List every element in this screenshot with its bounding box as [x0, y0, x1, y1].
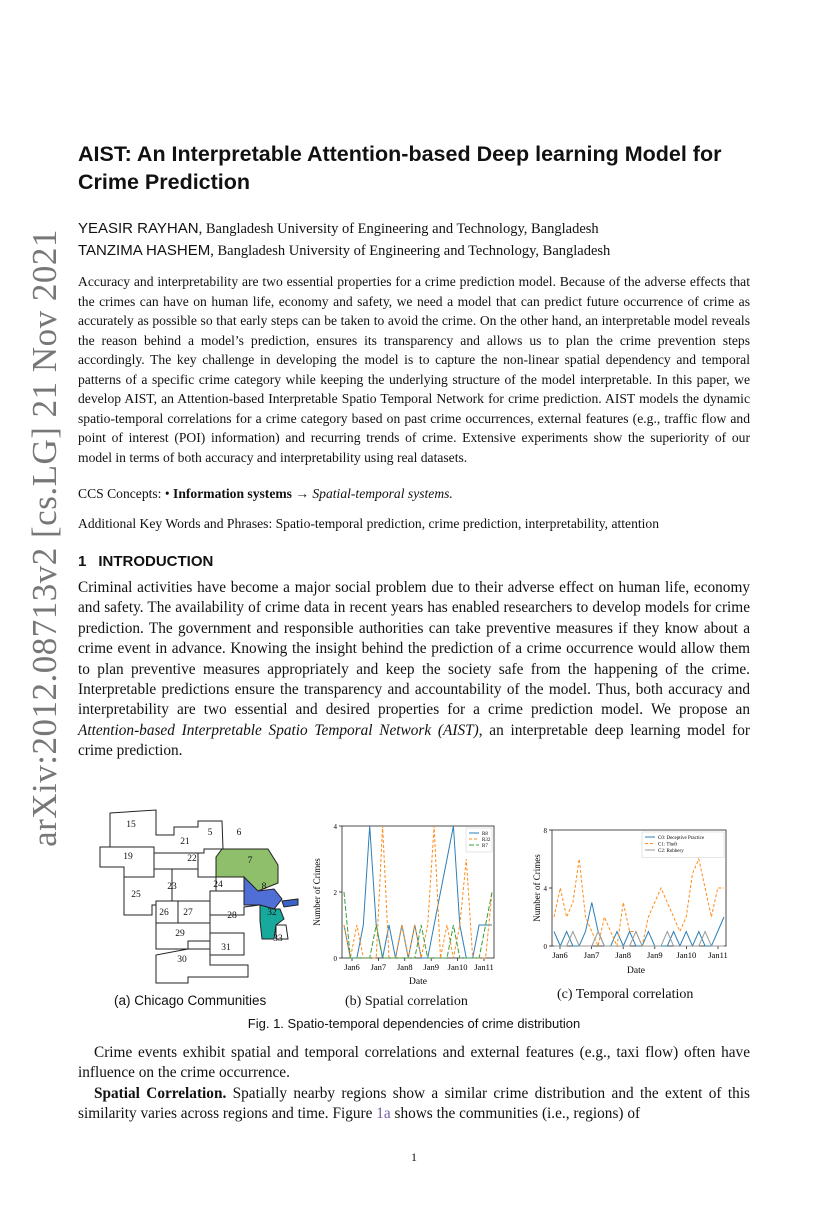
- subcaption-b: (b) Spatial correlation: [345, 994, 468, 1009]
- x-axis-label: Date: [409, 977, 427, 987]
- author-affiliation: , Bangladesh University of Engineering and Technology, Bangladesh: [198, 221, 599, 237]
- x-axis-label: Date: [627, 966, 645, 976]
- map-label: 24: [213, 880, 223, 890]
- y-tick-label: 4: [333, 823, 337, 831]
- x-tick-label: Jan8: [397, 962, 413, 972]
- map-label: 23: [167, 882, 177, 892]
- paper-title: AIST: An Interpretable Attention-based Deep learning Model for Crime Prediction: [78, 142, 722, 194]
- spatial-correlation-chart: [306, 818, 516, 990]
- map-label: 7: [247, 856, 253, 866]
- ccs-bold: Information systems: [173, 486, 292, 501]
- y-tick-label: 0: [333, 955, 337, 963]
- arxiv-id: arXiv:2012.08713v2 [cs.LG] 21 Nov 2021: [25, 229, 64, 847]
- map-label: 26: [159, 908, 169, 918]
- ccs-concepts: [78, 486, 453, 502]
- figure-link[interactable]: 1a: [376, 1105, 391, 1123]
- x-tick-label: Jan11: [474, 962, 494, 972]
- map-label: 28: [227, 911, 237, 921]
- legend-label: C0: Deceptive Practice: [658, 836, 705, 841]
- keywords: Additional Key Words and Phrases: Spatio-temporal prediction, crime prediction, interpretability, attention: [78, 516, 660, 531]
- map-label: 29: [175, 929, 185, 939]
- map-label: 8: [261, 882, 267, 892]
- map-label: 6: [236, 828, 242, 838]
- figure-caption: Fig. 1. Spatio-temporal dependencies of crime distribution: [247, 1016, 581, 1031]
- y-tick-label: 0: [543, 943, 547, 951]
- x-tick-label: Jan10: [447, 962, 468, 972]
- map-label: 30: [177, 955, 187, 965]
- abstract: Accuracy and interpretability are two essential properties for a crime prediction model. Because of the adverse effects that the crimes can have on human life, economy and safety, we need a model that can predict future occurrence of crime as accurately as possible so that early steps can be taken to avoid the crime. On the other hand, an interpretable model reveals the reason behind a model’s prediction, ensures its transparency and allows us to plan the crime prevention steps accordingly. The key challenge in developing the model is to capture the non-linear spatial dependency and temporal patterns of a specific crime category while keeping the underlying structure of the model interpretable. In this paper, we develop AIST, an Attention-based Interpretable Spatio Temporal Network for crime prediction. AIST models the dynamic spatio-temporal correlations for a crime category based on past crime occurrences, external features (e.g., traffic flow and point of interest (POI) information) and recurring trends of crime. Extensive experiments show the superiority of our model in terms of both accuracy and interpretability using real datasets.: [78, 274, 750, 465]
- ccs-label: CCS Concepts: •: [78, 486, 174, 501]
- section-number: 1: [78, 553, 87, 570]
- section-title: INTRODUCTION: [98, 553, 214, 570]
- map-label: 21: [180, 837, 190, 847]
- x-tick-label: Jan6: [552, 950, 568, 960]
- map-label: 33: [273, 934, 283, 944]
- legend-label: C2: Robbery: [658, 849, 684, 854]
- intro-text-end: , an interpretable deep learning model for crime prediction.: [78, 721, 750, 760]
- series-line-2: [554, 932, 724, 947]
- y-axis-label: Number of Crimes: [312, 858, 322, 926]
- intro-paragraph: [78, 578, 750, 762]
- x-tick-label: Jan6: [344, 962, 360, 972]
- x-tick-label: Jan11: [708, 950, 728, 960]
- map-label: 32: [267, 908, 277, 918]
- legend-label: R32: [482, 838, 491, 843]
- paragraph-bold: Spatial Correlation.: [94, 1085, 227, 1102]
- map-label: 5: [207, 828, 213, 838]
- x-tick-label: Jan7: [370, 962, 387, 972]
- temporal-correlation-chart: [530, 822, 740, 982]
- x-tick-label: Jan9: [423, 962, 439, 972]
- y-tick-label: 4: [543, 885, 547, 893]
- legend-label: C1: Theft: [658, 842, 678, 848]
- author-name: TANZIMA HASHEM: [78, 242, 211, 259]
- paragraph-text-end: shows the communities (i.e., regions) of: [390, 1105, 641, 1123]
- map-label: 19: [123, 852, 133, 862]
- map-label: 22: [187, 854, 197, 864]
- x-tick-label: Jan9: [647, 950, 663, 960]
- series-line-2: [344, 892, 492, 958]
- subcaption-a: (a) Chicago Communities: [114, 993, 267, 1008]
- section-heading: [78, 553, 213, 570]
- subcaption-c: (c) Temporal correlation: [557, 987, 694, 1002]
- lake-shore: [282, 899, 298, 907]
- chicago-map: [98, 805, 308, 985]
- map-label: 15: [126, 820, 136, 830]
- legend-label: R7: [482, 844, 488, 849]
- ccs-italic: Spatial-temporal systems.: [312, 486, 453, 501]
- y-axis-label: Number of Crimes: [532, 854, 542, 922]
- author-name: YEASIR RAYHAN: [78, 220, 199, 237]
- paragraph-3: [78, 1084, 750, 1125]
- page-number: 1: [411, 1150, 417, 1164]
- y-tick-label: 8: [543, 827, 547, 835]
- author-affiliation: , Bangladesh University of Engineering and Technology, Bangladesh: [210, 243, 611, 259]
- author-2: [78, 242, 610, 260]
- map-label: 25: [131, 890, 141, 900]
- region-outline: [172, 869, 216, 901]
- intro-text: Criminal activities have become a major social problem due to their adverse effect on human life, economy and safety. The availability of crime data in recent years has enabled researchers to develop models for crime prediction. The government and responsible authorities can take preventive measures if they know about a crime event in advance. Knowing the insight behind the prediction of a crime occurrence would allow them to plan preventive measures appropriately and keep the society safe from the happening of the crime. Interpretable predictions ensure the transparency and accountability of the model. Thus, both accuracy and interpretability are two essential and desired properties for a crime prediction model. We propose an: [78, 579, 750, 719]
- paragraph-2: Crime events exhibit spatial and temporal correlations and external features (e.g., taxi flow) often have influence on the crime occurrence.: [78, 1044, 750, 1082]
- x-tick-label: Jan7: [583, 950, 600, 960]
- arxiv-sidebar: [22, 229, 68, 847]
- ccs-arrow: →: [291, 486, 313, 501]
- map-label: 27: [183, 908, 193, 918]
- map-label: 31: [221, 943, 231, 953]
- author-1: [78, 220, 599, 238]
- x-tick-label: Jan8: [615, 950, 631, 960]
- y-tick-label: 2: [333, 889, 337, 897]
- paragraph-text: Spatially nearby regions show a similar crime distribution and the extent of this similarity varies across regions and time. Figure: [78, 1085, 750, 1123]
- x-tick-label: Jan10: [676, 950, 697, 960]
- legend-label: R8: [482, 832, 488, 837]
- intro-italic: Attention-based Interpretable Spatio Temporal Network (AIST): [78, 721, 479, 739]
